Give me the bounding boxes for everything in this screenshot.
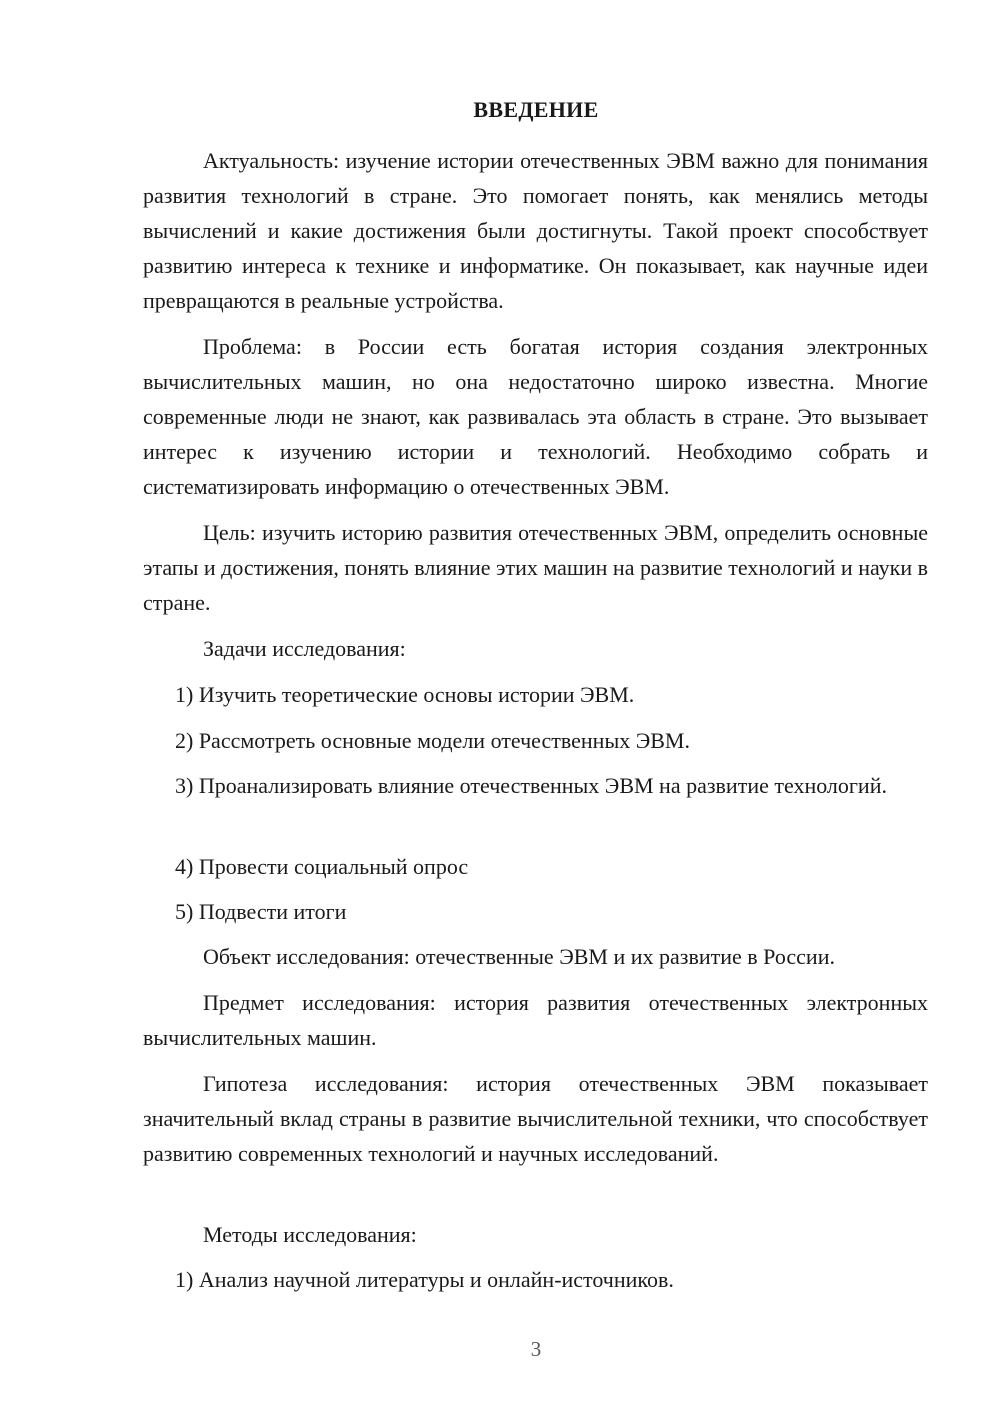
paragraph-problem: Проблема: в России есть богатая история создания электронных вычислительных машин, но она недостаточно широко известна. Многие современные люди не знают, как развивалась эта область в стране. Это вызывает интерес к изучению истории и технологий. Необходимо собрать и систематизировать информацию о отечественных ЭВМ.	[143, 334, 928, 499]
paragraph-relevance: Актуальность: изучение истории отечественных ЭВМ важно для понимания развития технологий в стране. Это помогает понять, как менялись методы вычислений и какие достижения были достигнуты. Такой проект способствует развитию интереса к технике и информатике. Он показывает, как научные идеи превращаются в реальные устройства.	[143, 148, 928, 313]
list-item-method-1: 1) Анализ научной литературы и онлайн-источников.	[175, 1267, 674, 1292]
list-item-task-3: 3) Проанализировать влияние отечественных ЭВМ на развитие технологий.	[175, 773, 887, 798]
list-item-task-5: 5) Подвести итоги	[175, 899, 347, 924]
paragraph-object: Объект исследования: отечественные ЭВМ и их развитие в России.	[203, 944, 835, 969]
paragraph-methods-heading: Методы исследования:	[203, 1222, 417, 1247]
paragraph-hypothesis: Гипотеза исследования: история отечественных ЭВМ показывает значительный вклад страны в развитие вычислительной техники, что способствует развитию современных технологий и научных исследований.	[143, 1071, 928, 1166]
list-item-task-4: 4) Провести социальный опрос	[175, 854, 469, 879]
page-number: 3	[530, 1337, 542, 1361]
paragraph-tasks-heading: Задачи исследования:	[203, 636, 406, 661]
paragraph-goal: Цель: изучить историю развития отечественных ЭВМ, определить основные этапы и достижения, понять влияние этих машин на развитие технологий и науки в стране.	[143, 520, 928, 615]
list-item-task-1: 1) Изучить теоретические основы истории ЭВМ.	[175, 682, 635, 707]
paragraph-subject: Предмет исследования: история развития отечественных электронных вычислительных машин.	[143, 990, 928, 1050]
section-heading: ВВЕДЕНИЕ	[473, 97, 599, 122]
list-item-task-2: 2) Рассмотреть основные модели отечественных ЭВМ.	[175, 728, 690, 753]
